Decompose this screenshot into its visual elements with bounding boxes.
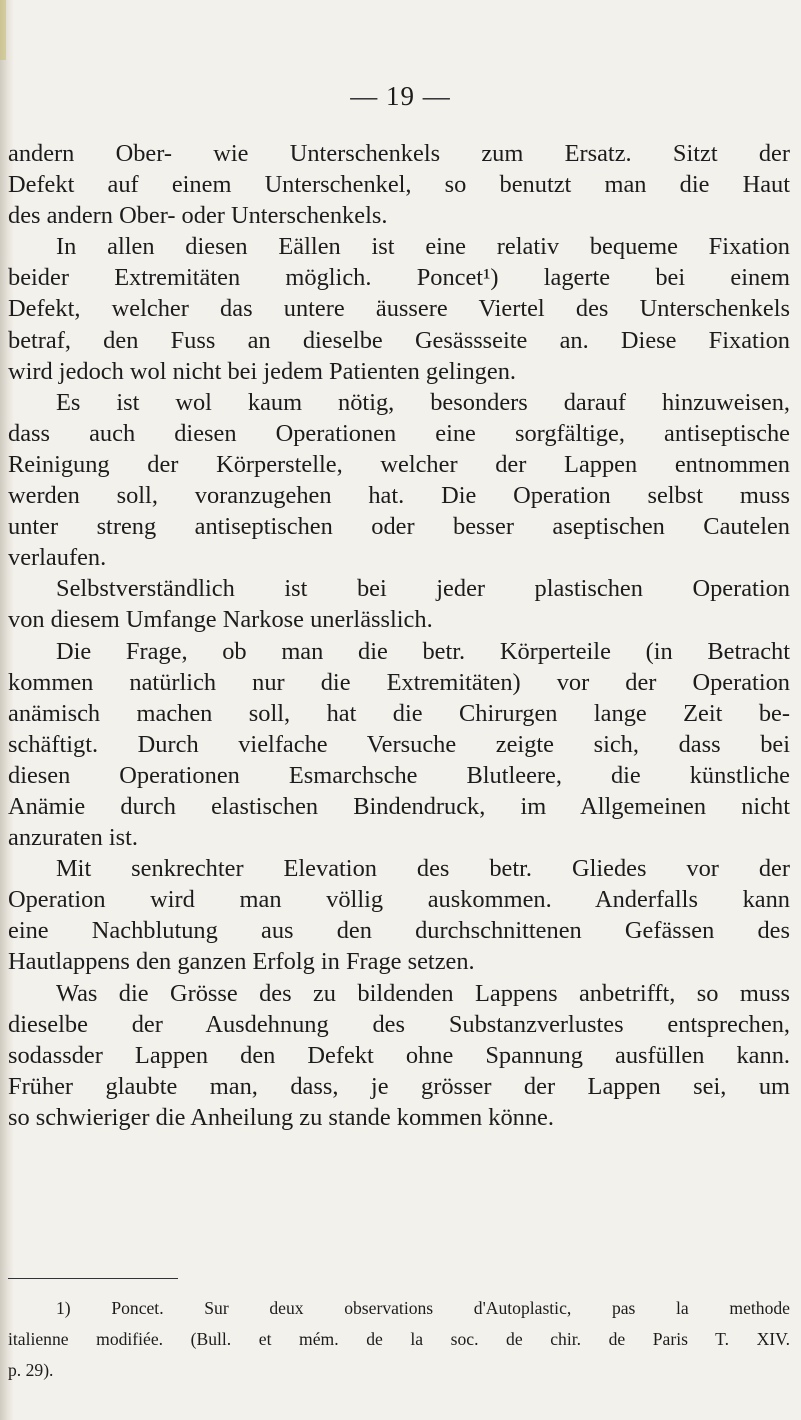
text-line: betraf, den Fuss an dieselbe Gesässseite an. Diese Fixation xyxy=(8,326,790,354)
text-line: wird jedoch wol nicht bei jedem Patienten gelingen. xyxy=(8,357,516,385)
footnote xyxy=(8,1296,790,1389)
text-line: Hautlappens den ganzen Erfolg in Frage setzen. xyxy=(8,948,475,976)
text-line: dass auch diesen Operationen eine sorgfältige, antiseptische xyxy=(8,419,790,447)
text-line: In allen diesen Eällen ist eine relativ bequeme Fixation xyxy=(56,233,790,261)
text-line: eine Nachblutung aus den durchschnittenen Gefässen des xyxy=(8,917,790,945)
footnote-line: italienne modifiée. (Bull. et mém. de la soc. de chir. de Paris T. XIV. xyxy=(8,1329,790,1350)
footnote-line: 1) Poncet. Sur deux observations d'Autoplastic, pas la methode xyxy=(56,1298,790,1318)
text-line: Operation wird man völlig auskommen. Anderfalls kann xyxy=(8,886,790,914)
main-text xyxy=(8,138,790,1133)
text-line: sodassder Lappen den Defekt ohne Spannung ausfüllen kann. xyxy=(8,1041,790,1069)
text-line: so schwieriger die Anheilung zu stande kommen könne. xyxy=(8,1103,554,1131)
text-line: Anämie durch elastischen Bindendruck, im Allgemeinen nicht xyxy=(8,792,790,820)
text-line: von diesem Umfange Narkose unerlässlich. xyxy=(8,606,433,634)
footnote-separator xyxy=(8,1278,178,1279)
text-line: des andern Ober- oder Unterschenkels. xyxy=(8,202,388,230)
text-line: Selbstverständlich ist bei jeder plastischen Operation xyxy=(56,575,790,603)
text-line: anämisch machen soll, hat die Chirurgen lange Zeit be- xyxy=(8,699,790,727)
text-line: Defekt, welcher das untere äussere Viertel des Unterschenkels xyxy=(8,295,790,323)
binding-mark xyxy=(0,0,6,60)
footnote-line: p. 29). xyxy=(8,1360,54,1381)
text-line: andern Ober- wie Unterschenkels zum Ersatz. Sitzt der xyxy=(8,140,790,167)
text-line: schäftigt. Durch vielfache Versuche zeigte sich, dass bei xyxy=(8,730,790,758)
text-line: anzuraten ist. xyxy=(8,824,139,852)
page-number: — 19 — xyxy=(350,81,451,111)
text-line: Was die Grösse des zu bildenden Lappens anbetrifft, so muss xyxy=(56,979,790,1007)
text-line: Die Frage, ob man die betr. Körperteile (in Betracht xyxy=(56,637,790,665)
text-line: Mit senkrechter Elevation des betr. Gliedes vor der xyxy=(56,855,790,883)
text-line: diesen Operationen Esmarchsche Blutleere, die künstliche xyxy=(8,761,790,789)
text-line: Defekt auf einem Unterschenkel, so benutzt man die Haut xyxy=(8,171,790,199)
text-line: dieselbe der Ausdehnung des Substanzverlustes entsprechen, xyxy=(8,1010,790,1038)
text-line: werden soll, voranzugehen hat. Die Operation selbst muss xyxy=(8,482,790,510)
text-line: Früher glaubte man, dass, je grösser der Lappen sei, um xyxy=(8,1072,790,1100)
text-line: kommen natürlich nur die Extremitäten) vor der Operation xyxy=(8,668,790,696)
text-line: Es ist wol kaum nötig, besonders darauf hinzuweisen, xyxy=(56,388,790,416)
text-line: beider Extremitäten möglich. Poncet¹) lagerte bei einem xyxy=(8,264,790,292)
text-line: unter streng antiseptischen oder besser aseptischen Cautelen xyxy=(8,513,790,541)
text-line: verlaufen. xyxy=(8,544,107,572)
text-line: Reinigung der Körperstelle, welcher der Lappen entnommen xyxy=(8,450,790,478)
